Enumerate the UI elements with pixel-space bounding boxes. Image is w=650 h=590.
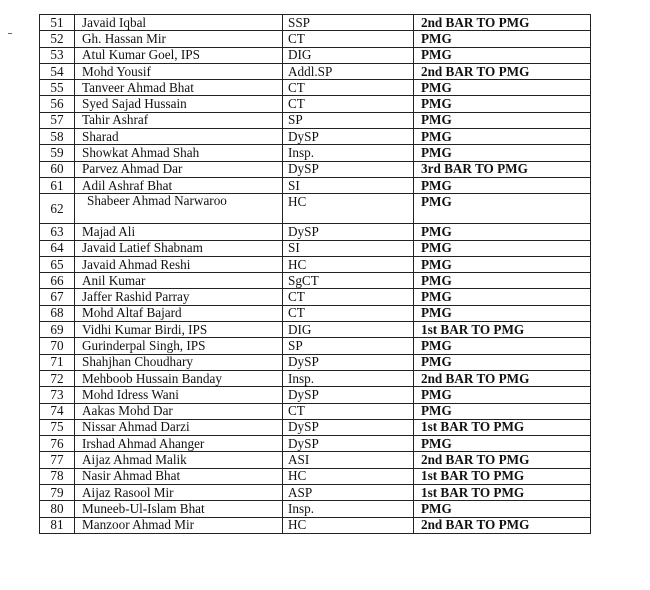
- rank-cell: SI: [283, 240, 414, 256]
- award-cell: 1st BAR TO PMG: [414, 468, 591, 484]
- award-cell: PMG: [414, 80, 591, 96]
- table-row: [40, 256, 591, 272]
- table-row: [40, 452, 591, 468]
- serial-number-cell: 80: [40, 501, 75, 517]
- name-cell: Muneeb-Ul-Islam Bhat: [75, 501, 283, 517]
- serial-number-cell: 58: [40, 129, 75, 145]
- serial-number-cell: 71: [40, 354, 75, 370]
- name-cell: Shahjhan Choudhary: [75, 354, 283, 370]
- serial-number-cell: 79: [40, 485, 75, 501]
- table-row: [40, 47, 591, 63]
- serial-number-cell: 72: [40, 370, 75, 386]
- award-cell: 2nd BAR TO PMG: [414, 15, 591, 31]
- award-cell: PMG: [414, 338, 591, 354]
- table-row: [40, 80, 591, 96]
- name-cell: Javaid Ahmad Reshi: [75, 256, 283, 272]
- rank-cell: HC: [283, 517, 414, 533]
- rank-cell: DySP: [283, 161, 414, 177]
- name-cell: Anil Kumar: [75, 273, 283, 289]
- rank-cell: DySP: [283, 224, 414, 240]
- name-cell: Irshad Ahmad Ahanger: [75, 436, 283, 452]
- name-cell: Jaffer Rashid Parray: [75, 289, 283, 305]
- award-cell: PMG: [414, 96, 591, 112]
- rank-cell: ASP: [283, 485, 414, 501]
- table-row: [40, 63, 591, 79]
- award-cell: PMG: [414, 256, 591, 272]
- table-row: [40, 338, 591, 354]
- name-cell: Nasir Ahmad Bhat: [75, 468, 283, 484]
- serial-number-cell: 66: [40, 273, 75, 289]
- award-cell: PMG: [414, 112, 591, 128]
- table-row: [40, 224, 591, 240]
- rank-cell: CT: [283, 96, 414, 112]
- table-row: [40, 15, 591, 31]
- name-cell: Majad Ali: [75, 224, 283, 240]
- rank-cell: Insp.: [283, 501, 414, 517]
- table-row: [40, 403, 591, 419]
- award-cell: 3rd BAR TO PMG: [414, 161, 591, 177]
- rank-cell: SP: [283, 112, 414, 128]
- award-cell: 2nd BAR TO PMG: [414, 517, 591, 533]
- serial-number-cell: 56: [40, 96, 75, 112]
- name-cell: Tanveer Ahmad Bhat: [75, 80, 283, 96]
- serial-number-cell: 57: [40, 112, 75, 128]
- table-row: [40, 112, 591, 128]
- rank-cell: DySP: [283, 387, 414, 403]
- rank-cell: HC: [283, 468, 414, 484]
- table-row: [40, 240, 591, 256]
- rank-cell: HC: [283, 194, 414, 224]
- rank-cell: DySP: [283, 354, 414, 370]
- rank-cell: CT: [283, 289, 414, 305]
- table-row: [40, 387, 591, 403]
- name-cell: Syed Sajad Hussain: [75, 96, 283, 112]
- name-cell: Gurinderpal Singh, IPS: [75, 338, 283, 354]
- table-row: [40, 194, 591, 224]
- table-row: [40, 289, 591, 305]
- rank-cell: DIG: [283, 47, 414, 63]
- name-cell: Nissar Ahmad Darzi: [75, 419, 283, 435]
- awards-table-body: [40, 15, 591, 534]
- award-cell: PMG: [414, 436, 591, 452]
- table-row: [40, 485, 591, 501]
- rank-cell: SI: [283, 177, 414, 193]
- table-row: [40, 129, 591, 145]
- serial-number-cell: 81: [40, 517, 75, 533]
- name-cell: Atul Kumar Goel, IPS: [75, 47, 283, 63]
- serial-number-cell: 73: [40, 387, 75, 403]
- serial-number-cell: 69: [40, 322, 75, 338]
- table-row: [40, 419, 591, 435]
- serial-number-cell: 75: [40, 419, 75, 435]
- rank-cell: SSP: [283, 15, 414, 31]
- award-cell: PMG: [414, 129, 591, 145]
- serial-number-cell: 74: [40, 403, 75, 419]
- rank-cell: DIG: [283, 322, 414, 338]
- award-cell: PMG: [414, 177, 591, 193]
- rank-cell: DySP: [283, 419, 414, 435]
- table-row: [40, 96, 591, 112]
- award-cell: 2nd BAR TO PMG: [414, 370, 591, 386]
- table-row: [40, 468, 591, 484]
- name-cell: Vidhi Kumar Birdi, IPS: [75, 322, 283, 338]
- name-cell: Gh. Hassan Mir: [75, 31, 283, 47]
- serial-number-cell: 78: [40, 468, 75, 484]
- serial-number-cell: 53: [40, 47, 75, 63]
- rank-cell: Insp.: [283, 145, 414, 161]
- table-row: [40, 177, 591, 193]
- award-cell: PMG: [414, 273, 591, 289]
- table-row: [40, 501, 591, 517]
- rank-cell: DySP: [283, 436, 414, 452]
- name-cell: Mohd Altaf Bajard: [75, 305, 283, 321]
- margin-mark: [8, 33, 12, 34]
- award-cell: PMG: [414, 289, 591, 305]
- rank-cell: CT: [283, 403, 414, 419]
- serial-number-cell: 60: [40, 161, 75, 177]
- name-cell: Mehboob Hussain Banday: [75, 370, 283, 386]
- awards-table: [39, 14, 591, 534]
- award-cell: 1st BAR TO PMG: [414, 485, 591, 501]
- award-cell: PMG: [414, 47, 591, 63]
- rank-cell: CT: [283, 80, 414, 96]
- award-cell: PMG: [414, 354, 591, 370]
- rank-cell: ASI: [283, 452, 414, 468]
- serial-number-cell: 59: [40, 145, 75, 161]
- table-row: [40, 273, 591, 289]
- rank-cell: Addl.SP: [283, 63, 414, 79]
- rank-cell: Insp.: [283, 370, 414, 386]
- serial-number-cell: 64: [40, 240, 75, 256]
- name-cell: Showkat Ahmad Shah: [75, 145, 283, 161]
- serial-number-cell: 68: [40, 305, 75, 321]
- name-cell: Parvez Ahmad Dar: [75, 161, 283, 177]
- rank-cell: SP: [283, 338, 414, 354]
- award-cell: 2nd BAR TO PMG: [414, 452, 591, 468]
- serial-number-cell: 62: [40, 194, 75, 224]
- award-cell: PMG: [414, 224, 591, 240]
- table-row: [40, 161, 591, 177]
- serial-number-cell: 67: [40, 289, 75, 305]
- table-row: [40, 305, 591, 321]
- rank-cell: SgCT: [283, 273, 414, 289]
- award-cell: PMG: [414, 31, 591, 47]
- award-cell: PMG: [414, 501, 591, 517]
- table-row: [40, 145, 591, 161]
- serial-number-cell: 76: [40, 436, 75, 452]
- name-cell: Aijaz Rasool Mir: [75, 485, 283, 501]
- serial-number-cell: 55: [40, 80, 75, 96]
- award-cell: 2nd BAR TO PMG: [414, 63, 591, 79]
- name-cell: Mohd Yousif: [75, 63, 283, 79]
- name-cell: Adil Ashraf Bhat: [75, 177, 283, 193]
- name-cell: Manzoor Ahmad Mir: [75, 517, 283, 533]
- name-cell: Shabeer Ahmad Narwaroo: [75, 194, 283, 224]
- serial-number-cell: 63: [40, 224, 75, 240]
- table-row: [40, 31, 591, 47]
- serial-number-cell: 54: [40, 63, 75, 79]
- award-cell: PMG: [414, 387, 591, 403]
- name-cell: Javaid Latief Shabnam: [75, 240, 283, 256]
- award-cell: PMG: [414, 194, 591, 224]
- table-row: [40, 322, 591, 338]
- name-cell: Tahir Ashraf: [75, 112, 283, 128]
- serial-number-cell: 51: [40, 15, 75, 31]
- award-cell: 1st BAR TO PMG: [414, 419, 591, 435]
- rank-cell: CT: [283, 31, 414, 47]
- name-cell: Mohd Idress Wani: [75, 387, 283, 403]
- serial-number-cell: 61: [40, 177, 75, 193]
- serial-number-cell: 65: [40, 256, 75, 272]
- table-row: [40, 517, 591, 533]
- award-cell: PMG: [414, 305, 591, 321]
- name-cell: Javaid Iqbal: [75, 15, 283, 31]
- serial-number-cell: 77: [40, 452, 75, 468]
- name-cell: Aakas Mohd Dar: [75, 403, 283, 419]
- award-cell: PMG: [414, 240, 591, 256]
- award-cell: 1st BAR TO PMG: [414, 322, 591, 338]
- award-cell: PMG: [414, 403, 591, 419]
- table-row: [40, 354, 591, 370]
- table-row: [40, 370, 591, 386]
- award-cell: PMG: [414, 145, 591, 161]
- table-row: [40, 436, 591, 452]
- rank-cell: HC: [283, 256, 414, 272]
- rank-cell: DySP: [283, 129, 414, 145]
- name-cell: Aijaz Ahmad Malik: [75, 452, 283, 468]
- awards-table-sheet: [39, 14, 591, 534]
- serial-number-cell: 70: [40, 338, 75, 354]
- rank-cell: CT: [283, 305, 414, 321]
- serial-number-cell: 52: [40, 31, 75, 47]
- name-cell: Sharad: [75, 129, 283, 145]
